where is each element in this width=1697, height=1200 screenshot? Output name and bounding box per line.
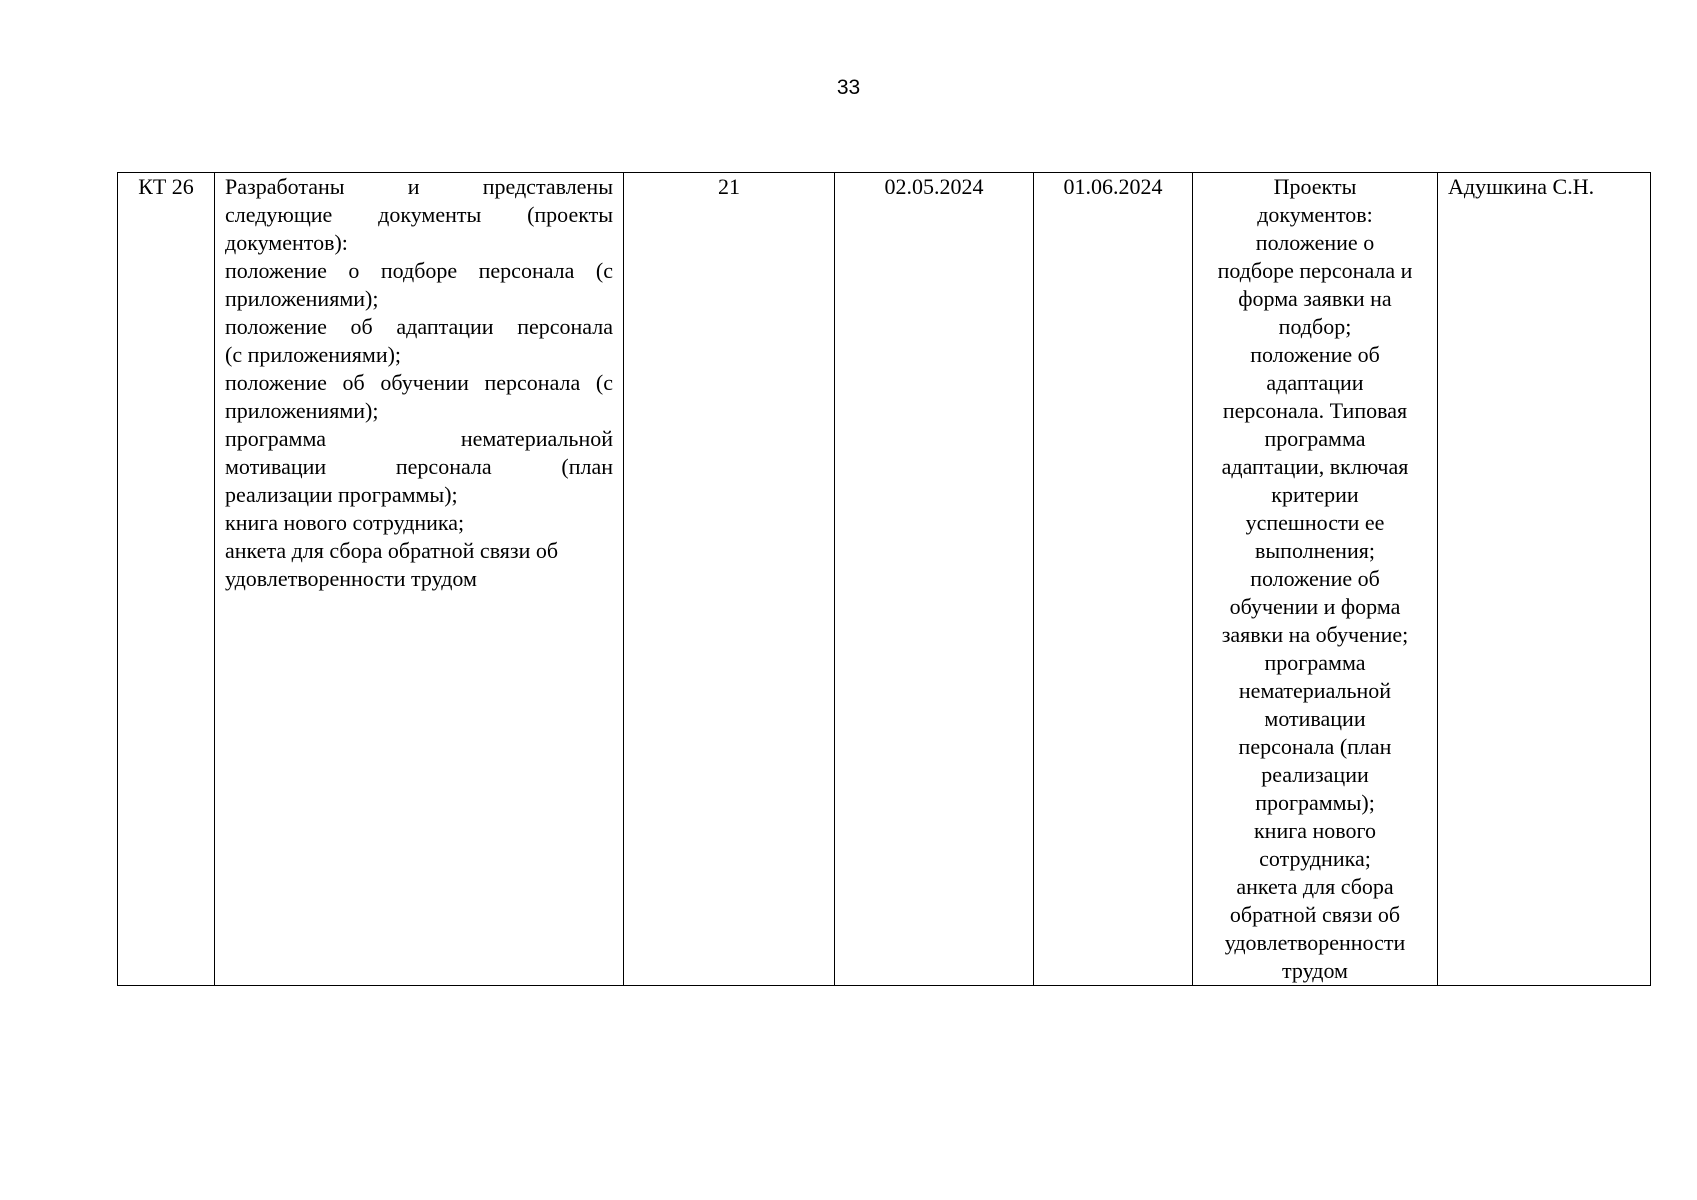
description-line: удовлетворенности трудом: [225, 566, 477, 591]
result-line: положение об: [1250, 342, 1380, 367]
table-row: [118, 173, 1651, 986]
result-line: реализации: [1261, 762, 1369, 787]
start-date-cell: 02.05.2024: [835, 173, 1034, 986]
result-line: Проекты: [1273, 174, 1357, 199]
description-line: приложениями);: [225, 398, 379, 423]
result-line: адаптации, включая: [1221, 454, 1409, 479]
plan-table: [117, 172, 1651, 986]
result-line: книга нового: [1253, 818, 1376, 843]
description-line: следующие документы (проекты: [225, 202, 613, 227]
description-line: мотивации персонала (план: [225, 454, 613, 479]
number-cell: 21: [624, 173, 835, 986]
description-line: анкета для сбора обратной связи об: [225, 538, 559, 563]
result-line: персонала. Типовая: [1222, 398, 1408, 423]
result-line: положение о: [1255, 230, 1375, 255]
result-line: подборе персонала и: [1217, 258, 1413, 283]
description-line: положение об адаптации персонала: [225, 314, 613, 339]
result-line: персонала (план: [1238, 734, 1392, 759]
result-cell: [1193, 173, 1438, 986]
result-line: сотрудника;: [1259, 846, 1371, 871]
result-line: форма заявки на: [1238, 286, 1392, 311]
result-line: документов:: [1257, 202, 1373, 227]
result-line: трудом: [1282, 958, 1348, 983]
result-line: программа: [1264, 650, 1366, 675]
description-line: книга нового сотрудника;: [225, 510, 465, 535]
description-line: положение об обучении персонала (с: [225, 370, 613, 395]
result-line: заявки на обучение;: [1221, 622, 1409, 647]
result-line: мотивации: [1264, 706, 1366, 731]
result-line: адаптации: [1266, 370, 1364, 395]
result-line: программы);: [1255, 790, 1375, 815]
result-line: программа: [1264, 426, 1366, 451]
end-date-cell: 01.06.2024: [1034, 173, 1193, 986]
result-line: успешности ее: [1245, 510, 1385, 535]
result-line: подбор;: [1278, 314, 1352, 339]
result-line: нематериальной: [1238, 678, 1392, 703]
page-number: 33: [836, 76, 861, 99]
responsible-cell: Адушкина С.Н.: [1438, 173, 1651, 986]
description-line: программа нематериальной: [225, 426, 613, 451]
description-line: документов):: [225, 230, 348, 255]
description-line: Разработаны и представлены: [225, 174, 613, 199]
description-line: приложениями);: [225, 286, 379, 311]
result-line: выполнения;: [1255, 538, 1375, 563]
result-line: анкета для сбора: [1236, 874, 1394, 899]
result-line: обучении и форма: [1229, 594, 1401, 619]
description-line: реализации программы);: [225, 482, 458, 507]
description-line: (с приложениями);: [225, 342, 402, 367]
description-cell: [215, 173, 624, 986]
result-line: удовлетворенности: [1224, 930, 1406, 955]
checkpoint-id-cell: КТ 26: [118, 173, 215, 986]
result-line: критерии: [1271, 482, 1359, 507]
result-line: обратной связи об: [1229, 902, 1401, 927]
result-line: положение об: [1250, 566, 1380, 591]
description-line: положение о подборе персонала (с: [225, 258, 613, 283]
